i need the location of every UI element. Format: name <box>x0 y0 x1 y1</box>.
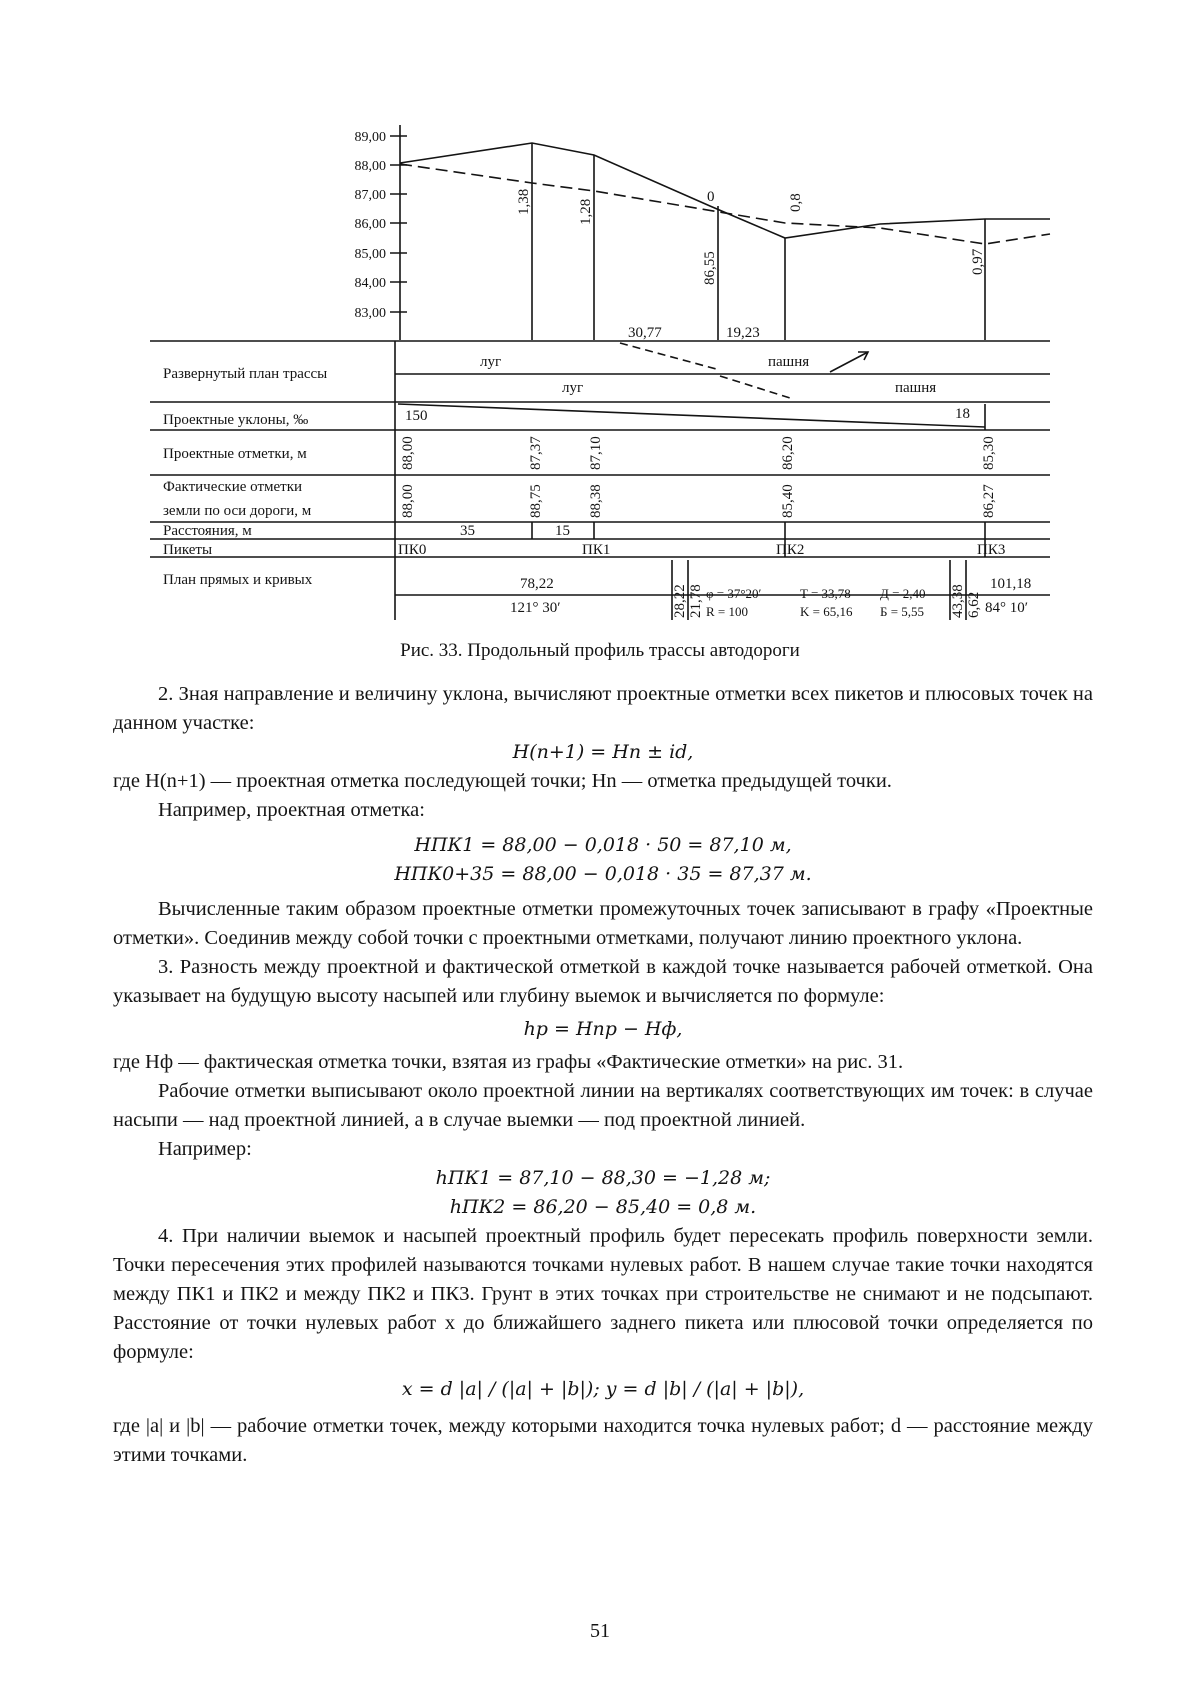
row-header-slopes: Проектные уклоны, ‰ <box>163 412 309 428</box>
y-tick-label: 83,00 <box>354 306 386 321</box>
y-tick-label: 88,00 <box>354 159 386 174</box>
zero-distance-left: 30,77 <box>628 325 662 341</box>
formula: hПК1 = 87,10 − 88,30 = −1,28 м; <box>435 1167 771 1189</box>
paragraph: где H(n+1) — проектная отметка последующей точки; Hn — отметка предыдущей точки. <box>113 770 892 792</box>
design-mark: 87,37 <box>528 436 544 470</box>
tangent-segment: 6,62 <box>966 591 982 618</box>
row-header-pickets: Пикеты <box>163 542 213 558</box>
paragraph: Вычисленные таким образом проектные отметки промежуточных точек записывают в графу «Проектные отметки». Соединив между собой точки с проектными отметками, получают линию проектного уклона. <box>113 898 1093 949</box>
paragraph: 4. При наличии выемок и насыпей проектный профиль будет пересекать профиль поверхности земли. Точки пересечения этих профилей называются точками нулевых работ. В нашем случае такие точки находятся между ПК1 и ПК2 и между ПК2 и ПК3. Грунт в этих точках при строительстве не снимают и не подсыпают. Расстояние от точки нулевых работ x до ближайшего заднего пикета или плюсовой точки определяется по формуле: <box>113 1225 1093 1363</box>
straight-length: 101,18 <box>990 576 1032 592</box>
row-header-plan: Развернутый план трассы <box>163 366 328 382</box>
actual-mark: 88,00 <box>400 484 416 518</box>
design-mark: 85,30 <box>981 436 997 470</box>
tangent-segment: 43,38 <box>950 584 966 618</box>
formula: HПК0+35 = 88,00 − 0,018 · 35 = 87,37 м. <box>394 863 812 885</box>
straight-length: 78,22 <box>520 576 554 592</box>
body-text <box>113 680 1093 1470</box>
row-header-actual: Фактические отметки <box>163 479 303 495</box>
row-header-curves: План прямых и кривых <box>163 572 313 588</box>
paragraph: где |a| и |b| — рабочие отметки точек, между которыми находится точка нулевых работ; d — расстояние между этими точками. <box>113 1415 1093 1466</box>
working-mark: 0,8 <box>788 193 804 212</box>
paragraph: где Hф — фактическая отметка точки, взятая из графы «Фактические отметки» на рис. 31. <box>113 1051 904 1073</box>
curve-radius: R = 100 <box>706 604 749 619</box>
zero-point-mark: 0 <box>707 189 715 205</box>
distance-value: 35 <box>460 523 475 539</box>
picket-label: ПК1 <box>582 542 611 558</box>
working-mark: 0,97 <box>970 248 986 275</box>
plan-upper-label: пашня <box>768 354 810 370</box>
paragraph: Например: <box>158 1138 252 1160</box>
curve-tangent: T = 33,78 <box>800 586 851 601</box>
plan-lower-label: луг <box>562 380 584 396</box>
slope-value: 18 <box>955 406 970 422</box>
row-header-distance: Расстояния, м <box>163 523 252 539</box>
actual-mark: 85,40 <box>780 484 796 518</box>
tangent-segment: 28,22 <box>672 584 688 618</box>
straight-direction: 84° 10′ <box>985 600 1029 616</box>
curve-length: K = 65,16 <box>800 604 853 619</box>
tangent-segment: 21,78 <box>688 584 704 618</box>
plan-lower-label: пашня <box>895 380 937 396</box>
curve-angle: φ = 37°20′ <box>706 586 762 601</box>
y-tick-label: 89,00 <box>354 130 386 145</box>
page-number: 51 <box>590 1620 610 1642</box>
y-tick-label: 86,00 <box>354 217 386 232</box>
slope-value: 150 <box>405 408 428 424</box>
profile-figure <box>0 0 1200 660</box>
formula: x = d |a| / (|a| + |b|); y = d |b| / (|a| + |b|), <box>401 1378 805 1400</box>
ground-profile-line <box>400 143 1050 238</box>
plan-upper-label: луг <box>480 354 502 370</box>
curve-domer: Д = 2,40 <box>880 586 926 601</box>
picket-label: ПК3 <box>977 542 1006 558</box>
formula: hПК2 = 86,20 − 85,40 = 0,8 м. <box>449 1196 757 1218</box>
design-mark: 87,10 <box>588 436 604 470</box>
formula: HПК1 = 88,00 − 0,018 · 50 = 87,10 м, <box>414 834 792 856</box>
actual-mark: 86,27 <box>981 484 997 518</box>
y-tick-label: 84,00 <box>354 276 386 291</box>
y-tick-label: 87,00 <box>354 188 386 203</box>
design-mark: 88,00 <box>400 436 416 470</box>
paragraph: 2. Зная направление и величину уклона, вычисляют проектные отметки всех пикетов и плюсовых точек на данном участке: <box>113 683 1093 734</box>
paragraph: Рабочие отметки выписывают около проектной линии на вертикалях соответствующих им точек: в случае насыпи — над проектной линией, а в случае выемки — под проектной линией. <box>113 1080 1093 1131</box>
figure-caption: Рис. 33. Продольный профиль трассы автодороги <box>400 640 800 661</box>
zero-distance-right: 19,23 <box>726 325 760 341</box>
elevation-mark: 86,55 <box>702 251 718 285</box>
actual-mark: 88,38 <box>588 484 604 518</box>
straight-direction: 121° 30′ <box>510 600 561 616</box>
row-header-design: Проектные отметки, м <box>163 446 307 462</box>
row-header-actual: земли по оси дороги, м <box>163 503 312 519</box>
working-mark: 1,38 <box>516 188 532 215</box>
design-profile-line <box>400 164 1050 244</box>
picket-label: ПК0 <box>398 542 427 558</box>
working-mark: 1,28 <box>578 198 594 225</box>
formula: H(n+1) = Hn ± id, <box>512 741 694 763</box>
curve-bisector: Б = 5,55 <box>880 604 925 619</box>
paragraph: 3. Разность между проектной и фактической отметкой в каждой точке называется рабочей отметкой. Она указывает на будущую высоту насыпей или глубину выемок и вычисляется по формуле: <box>113 956 1093 1007</box>
design-mark: 86,20 <box>780 436 796 470</box>
formula: hр = Hпр − Hф, <box>523 1018 683 1040</box>
actual-mark: 88,75 <box>528 484 544 518</box>
picket-label: ПК2 <box>776 542 805 558</box>
y-tick-label: 85,00 <box>354 247 386 262</box>
distance-value: 15 <box>555 523 570 539</box>
paragraph: Например, проектная отметка: <box>158 799 425 821</box>
